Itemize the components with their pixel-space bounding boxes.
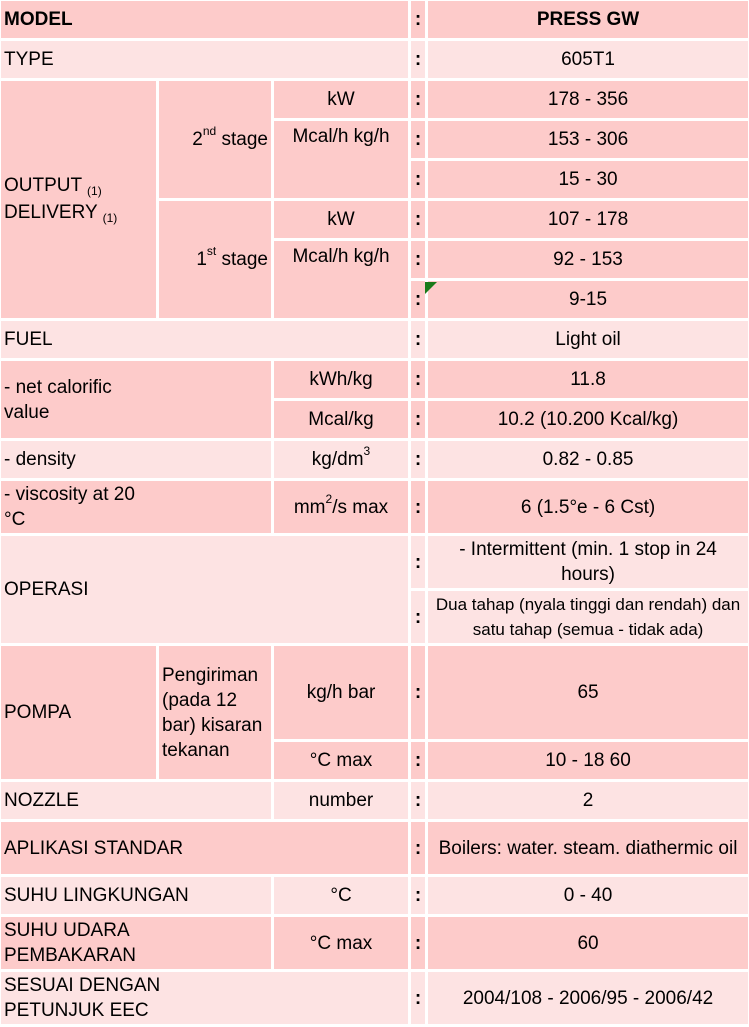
operasi-value-1: - Intermittent (min. 1 stop in 24 hours) (428, 536, 748, 588)
row-suhu-lingkungan (1, 877, 748, 914)
aplikasi-label: APLIKASI STANDAR (1, 822, 408, 874)
colon: : (411, 121, 425, 158)
viscosity-unit: $mm^2/s$ max (274, 481, 408, 533)
colon: : (411, 917, 425, 969)
output-value: 178 - 356 (428, 81, 748, 118)
colon: : (411, 321, 425, 358)
colon: : (411, 877, 425, 914)
row-model (1, 1, 748, 38)
cell-comment-marker-icon (425, 282, 437, 294)
type-label: TYPE (1, 41, 408, 78)
row-nozzle (1, 782, 748, 819)
nozzle-unit: number (274, 782, 408, 819)
delivery-note: (1) (102, 210, 118, 225)
output-value: 9-15 (428, 281, 748, 318)
pompa-label: POMPA (1, 646, 156, 779)
viscosity-label: - viscosity at 20 °C (1, 481, 271, 533)
nozzle-value: 2 (428, 782, 748, 819)
pompa-unit-2: °C max (274, 742, 408, 779)
row-eec (1, 972, 748, 1024)
output-label (1, 81, 156, 318)
model-value: PRESS GW (428, 1, 748, 38)
colon: : (411, 1, 425, 38)
calorific-value-1: 11.8 (428, 361, 748, 398)
colon: : (411, 441, 425, 478)
suhu-lingkungan-label: SUHU LINGKUNGAN (1, 877, 271, 914)
model-label: MODEL (1, 1, 408, 38)
output-value: 92 - 153 (428, 241, 748, 278)
density-unit: $kg/dm^3$ (274, 441, 408, 478)
pompa-sub-label: Pengiriman (pada 12 bar) kisaran tekanan (159, 646, 271, 779)
eec-label: SESUAI DENGAN PETUNJUK EEC (1, 972, 408, 1024)
calorific-label: - net calorific value (1, 361, 271, 438)
stage-1: 1st stage (159, 201, 271, 318)
colon: : (411, 742, 425, 779)
row-pompa-1 (1, 646, 748, 739)
row-viscosity (1, 481, 748, 533)
row-density (1, 441, 748, 478)
suhu-udara-label: SUHU UDARA PEMBAKARAN (1, 917, 271, 969)
operasi-value-2: Dua tahap (nyala tinggi dan rendah) dan satu tahap (semua - tidak ada) (428, 591, 748, 643)
eec-value: 2004/108 - 2006/95 - 2006/42 (428, 972, 748, 1024)
row-output-1 (1, 81, 748, 118)
viscosity-value: 6 (1.5°e - 6 Cst) (428, 481, 748, 533)
operasi-label: OPERASI (1, 536, 408, 643)
row-type (1, 41, 748, 78)
calorific-value-2: 10.2 (10.200 Kcal/kg) (428, 401, 748, 438)
unit-mcal: Mcal/h kg/h (274, 241, 408, 318)
type-value: 605T1 (428, 41, 748, 78)
delivery-label-text: DELIVERY (4, 201, 98, 223)
fuel-label: FUEL (1, 321, 408, 358)
pompa-value-1: 65 (428, 646, 748, 739)
colon: : (411, 822, 425, 874)
row-fuel (1, 321, 748, 358)
unit-mcal: Mcal/h kg/h (274, 121, 408, 198)
aplikasi-value: Boilers: water. steam. diathermic oil (428, 822, 748, 874)
row-aplikasi (1, 822, 748, 874)
colon: : (411, 161, 425, 198)
output-label-text: OUTPUT (4, 174, 82, 196)
colon: : (411, 782, 425, 819)
pompa-unit-1: kg/h bar (274, 646, 408, 739)
suhu-udara-value: 60 (428, 917, 748, 969)
colon: : (411, 281, 425, 318)
suhu-lingkungan-value: 0 - 40 (428, 877, 748, 914)
output-value: 153 - 306 (428, 121, 748, 158)
row-calorific-1 (1, 361, 748, 398)
colon: : (411, 972, 425, 1024)
colon: : (411, 241, 425, 278)
output-value: 15 - 30 (428, 161, 748, 198)
nozzle-label: NOZZLE (1, 782, 271, 819)
colon: : (411, 201, 425, 238)
colon: : (411, 481, 425, 533)
calorific-unit-2: Mcal/kg (274, 401, 408, 438)
colon: : (411, 591, 425, 643)
colon: : (411, 646, 425, 739)
output-value: 107 - 178 (428, 201, 748, 238)
density-label: - density (1, 441, 271, 478)
density-value: 0.82 - 0.85 (428, 441, 748, 478)
colon: : (411, 81, 425, 118)
colon: : (411, 41, 425, 78)
colon: : (411, 536, 425, 588)
row-suhu-udara (1, 917, 748, 969)
colon: : (411, 361, 425, 398)
unit-kw: kW (274, 201, 408, 238)
calorific-unit-1: kWh/kg (274, 361, 408, 398)
suhu-lingkungan-unit: °C (274, 877, 408, 914)
row-operasi-1 (1, 536, 748, 588)
colon: : (411, 401, 425, 438)
suhu-udara-unit: °C max (274, 917, 408, 969)
unit-kw: kW (274, 81, 408, 118)
stage-2: 2nd stage (159, 81, 271, 198)
fuel-value: Light oil (428, 321, 748, 358)
pompa-value-2: 10 - 18 60 (428, 742, 748, 779)
output-note: (1) (87, 183, 102, 198)
